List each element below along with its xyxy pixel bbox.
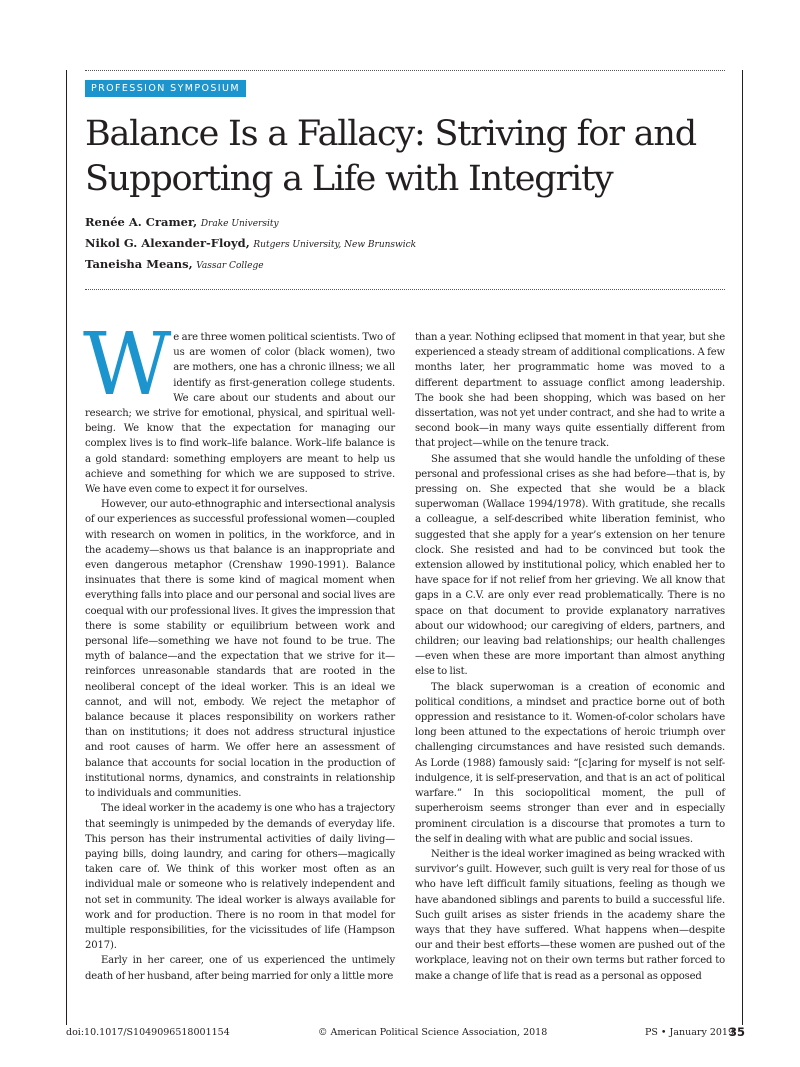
footer-copyright: © American Political Science Association, 2018 [318, 1027, 548, 1038]
right-margin-rule [742, 70, 743, 1025]
header-bottom-dotted-divider [85, 289, 725, 290]
section-badge: PROFESSION SYMPOSIUM [85, 80, 246, 97]
body-paragraph: Early in her career, one of us experienced the untimely death of her husband, after being married for only a little more [85, 955, 395, 982]
author-entry [85, 255, 725, 276]
author-list [85, 213, 725, 276]
body-paragraph: Neither is the ideal worker imagined as being wracked with survivor’s guilt. However, such guilt is very real for those of us who have left difficult family situations, feeling as though we have abandoned siblings and parents to build a successful life. Such guilt arises as sister friends in the academy share the ways that they have suffered. What happens when—despite our and their best efforts—these women are pushed out of the workplace, leaving not on their own terms but rather forced to make a change of life that is read as a personal as opposed [415, 848, 725, 982]
body-column-right [415, 330, 725, 984]
footer-doi: doi:10.1017/S1049096518001154 [66, 1027, 230, 1038]
body-paragraph [83, 315, 395, 497]
author-name: Renée A. Cramer, [85, 215, 198, 229]
body-paragraph: The ideal worker in the academy is one who has a trajectory that seemingly is unimpeded by the demands of everyday life. This person has their instrumental activities of daily living—paying bills, doing laundry, and caring for others—magically taken care of. We think of this worker most often as an individual male or someone who is relatively independent and not set in community. The ideal worker is always available for work and for production. There is no room in that model for multiple responsibilities, for the vicissitudes of life (Hampson 2017). [85, 803, 395, 952]
paragraph-text: e are three women political scientists. Two of us are women of color (black women), two are mothers, one has a chronic illness; we all identify as first-generation college students. We care about our students and about our research; we strive for emotional, physical, and spiritual well-being. We know that the expectation for managing our complex lives is to find work–life balance. Work–life balance is a gold standard: something employers are meant to help us achieve and something for which we are supposed to strive. We have even come to expect it for ourselves. [85, 332, 395, 496]
author-name: Nikol G. Alexander-Floyd, [85, 236, 250, 250]
article-title: Balance Is a Fallacy: Striving for and Supporting a Life with Integrity [85, 114, 696, 199]
top-dotted-divider [85, 70, 725, 71]
author-name: Taneisha Means, [85, 257, 193, 271]
page-number: 35 [729, 1025, 746, 1039]
body-paragraph: However, our auto-ethnographic and intersectional analysis of our experiences as successful professional women—coupled with research on women in politics, in the workforce, and in the academy—shows us that balance is an inappropriate and even dangerous metaphor (Crenshaw 1990-1991). Balance insinuates that there is some kind of magical moment when everything falls into place and our personal and social lives are coequal with our professional lives. It gives the impression that there is some stability or equilibrium between work and personal life—something we have not found to be true. The myth of balance—and the expectation that we strive for it—reinforces unreasonable standards that are rooted in the neoliberal concept of the ideal worker. This is an ideal we cannot, and will not, embody. We reject the metaphor of balance because it places responsibility on workers rather than on institutions; it does not address structural injustice and root causes of harm. We offer here an assessment of balance that accounts for social location in the production of institutional norms, dynamics, and constraints in relationship to individuals and communities. [85, 499, 395, 800]
left-margin-rule [66, 70, 67, 1025]
author-affiliation: Vassar College [196, 261, 264, 271]
author-entry [85, 234, 725, 255]
body-paragraph: The black superwoman is a creation of economic and political conditions, a mindset and practice borne out of both oppression and resistance to it. Women-of-color scholars have long been attuned to the expectations of heroic triumph over challenging circumstances and have resisted such demands. As Lorde (1988) famously said: “[c]aring for myself is not self-indulgence, it is self-preservation, and that is an act of political warfare.” In this sociopolitical moment, the pull of superheroism seems stronger than ever and in especially prominent circulation is a discourse that promotes a turn to the self in dealing with what are public and social issues. [415, 681, 725, 845]
body-paragraph: She assumed that she would handle the unfolding of these personal and professional crises as she had before—that is, by pressing on. She expected that she would be a black superwoman (Wallace 1994/1978). With gratitude, she recalls a colleague, a self-described white liberation feminist, who suggested that she apply for a year’s extension on her tenure clock. She resisted and had to be convinced but took the extension allowed by institutional policy, which enabled her to have space for if not relief from her grieving. We all know that gaps in a C.V. are only ever read problematically. There is no space on that document to provide explanatory narratives about our widowhood; our caregiving of elders, partners, and children; our leaving bad relationships; our health challenges—even when these are more important than almost anything else to list. [415, 453, 725, 678]
author-affiliation: Rutgers University, New Brunswick [253, 240, 417, 250]
author-entry [85, 213, 725, 234]
drop-cap: W [83, 315, 172, 415]
author-affiliation: Drake University [200, 219, 279, 229]
footer-journal: PS • January 2019 [645, 1027, 735, 1038]
body-column-left [83, 315, 395, 984]
body-paragraph: than a year. Nothing eclipsed that moment in that year, but she experienced a steady stream of additional complications. A few months later, her programmatic home was moved to a different department to assuage conflict among leadership. The book she had been shopping, which was based on her dissertation, was not yet under contract, and she had to write a second book—in many ways quite essentially different from that project—while on the tenure track. [415, 332, 725, 450]
